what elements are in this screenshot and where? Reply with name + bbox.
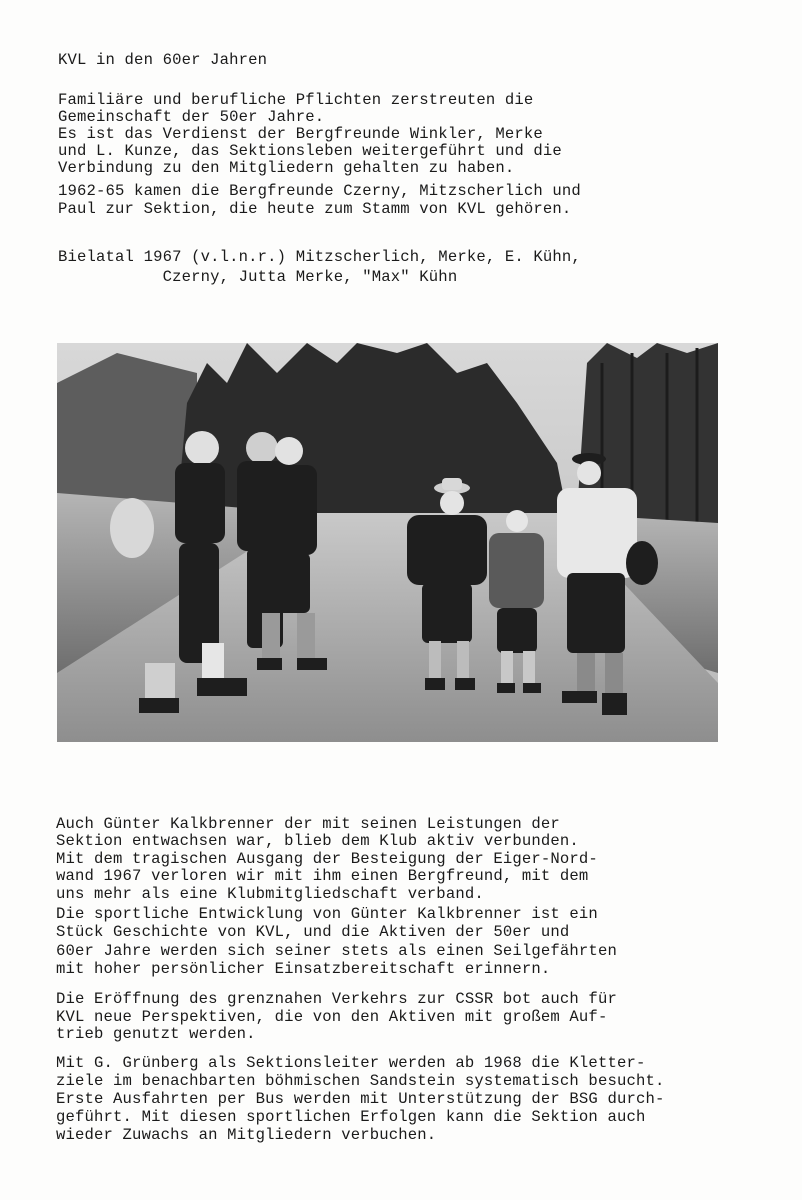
paragraph-line: mit hoher persönlicher Einsatzbereitschaft erinnern.	[56, 960, 551, 978]
page-heading: KVL in den 60er Jahren	[58, 51, 268, 69]
caption-line: Czerny, Jutta Merke, "Max" Kühn	[58, 268, 458, 286]
paragraph-line: Mit G. Grünberg als Sektionsleiter werden ab 1968 die Kletter-	[56, 1054, 646, 1072]
intro-line: und L. Kunze, das Sektionsleben weitergeführt und die	[58, 142, 562, 160]
paragraph-line: uns mehr als eine Klubmitgliedschaft verband.	[56, 885, 484, 903]
paragraph-line: 60er Jahre werden sich seiner stets als einen Seilgefährten	[56, 942, 617, 960]
paragraph-line: trieb genutzt werden.	[56, 1025, 256, 1043]
intro-line: Gemeinschaft der 50er Jahre.	[58, 108, 325, 126]
paragraph-line: geführt. Mit diesen sportlichen Erfolgen kann die Sektion auch	[56, 1108, 646, 1126]
paragraph-line: Mit dem tragischen Ausgang der Besteigung der Eiger-Nord-	[56, 850, 598, 868]
caption-line: Bielatal 1967 (v.l.n.r.) Mitzscherlich, Merke, E. Kühn,	[58, 248, 581, 266]
group-photo	[57, 343, 718, 742]
paragraph-line: ziele im benachbarten böhmischen Sandstein systematisch besucht.	[56, 1072, 665, 1090]
intro-line: Es ist das Verdienst der Bergfreunde Winkler, Merke	[58, 125, 543, 143]
intro-line: Verbindung zu den Mitgliedern gehalten zu haben.	[58, 159, 515, 177]
paragraph-line: Stück Geschichte von KVL, und die Aktiven der 50er und	[56, 923, 570, 941]
paragraph-line: Erste Ausfahrten per Bus werden mit Unterstützung der BSG durch-	[56, 1090, 665, 1108]
paragraph-line: wand 1967 verloren wir mit ihm einen Bergfreund, mit dem	[56, 867, 589, 885]
paragraph-line: KVL neue Perspektiven, die von den Aktiven mit großem Auf-	[56, 1008, 608, 1026]
intro-line: 1962-65 kamen die Bergfreunde Czerny, Mitzscherlich und	[58, 182, 581, 200]
intro-line: Familiäre und berufliche Pflichten zerstreuten die	[58, 91, 534, 109]
group-hikers-photo-icon	[57, 343, 718, 742]
paragraph-line: Die Eröffnung des grenznahen Verkehrs zur CSSR bot auch für	[56, 990, 617, 1008]
paragraph-line: wieder Zuwachs an Mitgliedern verbuchen.	[56, 1126, 437, 1144]
paragraph-line: Auch Günter Kalkbrenner der mit seinen Leistungen der	[56, 815, 560, 833]
paragraph-line: Die sportliche Entwicklung von Günter Kalkbrenner ist ein	[56, 905, 598, 923]
intro-line: Paul zur Sektion, die heute zum Stamm von KVL gehören.	[58, 200, 572, 218]
paragraph-line: Sektion entwachsen war, blieb dem Klub aktiv verbunden.	[56, 832, 579, 850]
